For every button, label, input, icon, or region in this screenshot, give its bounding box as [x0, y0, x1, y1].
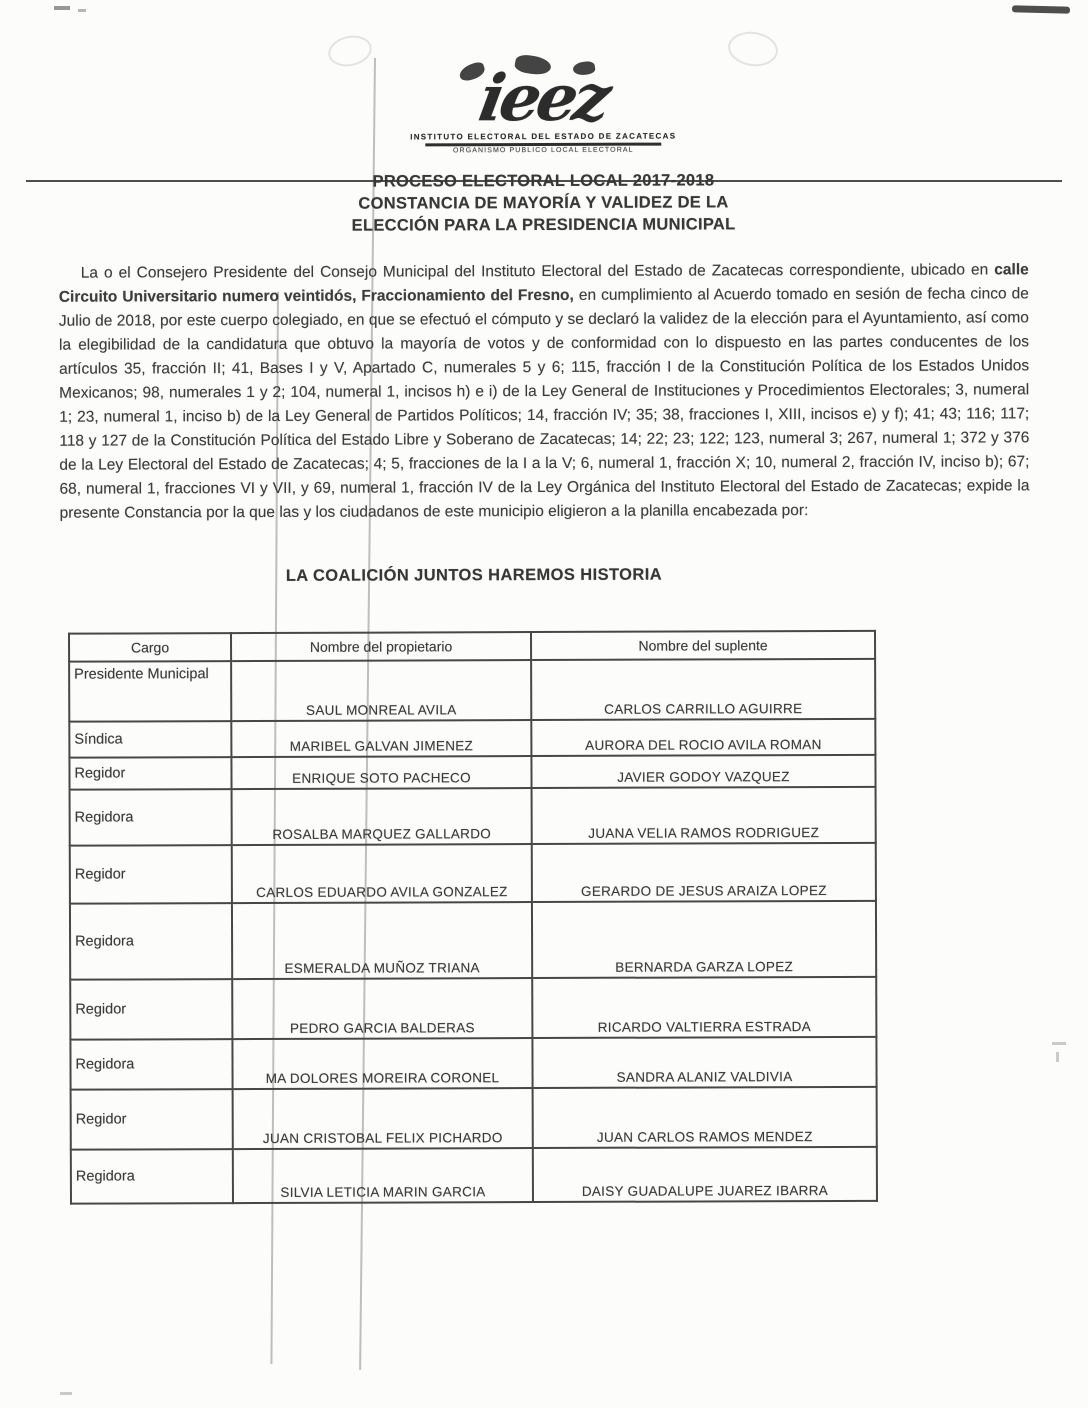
logo-caption-institute: INSTITUTO ELECTORAL DEL ESTADO DE ZACATECAS — [410, 131, 677, 142]
title-constancia: CONSTANCIA DE MAYORÍA Y VALIDEZ DE LA — [358, 192, 729, 213]
title-process: PROCESO ELECTORAL LOCAL 2017-2018 — [372, 170, 715, 191]
cargo-cell: Presidente Municipal — [69, 661, 231, 722]
table-row — [69, 718, 875, 757]
scan-artifact-dash — [1056, 1052, 1059, 1062]
cargo-cell: Regidor — [70, 845, 232, 904]
results-table — [68, 629, 878, 1204]
title-eleccion: ELECCIÓN PARA LA PRESIDENCIA MUNICIPAL — [351, 214, 736, 235]
propietario-cell: CARLOS EDUARDO AVILA GONZALEZ — [232, 844, 532, 903]
propietario-cell: SAUL MONREAL AVILA — [231, 660, 531, 721]
table-row — [71, 1146, 877, 1203]
logo-wordmark: ieez — [473, 60, 613, 137]
propietario-cell: ENRIQUE SOTO PACHECO — [231, 756, 531, 789]
table-row — [70, 786, 876, 845]
suplente-cell: JAVIER GODOY VAZQUEZ — [531, 754, 875, 787]
table-row — [69, 754, 875, 789]
table-header-row — [69, 630, 875, 661]
column-header-cargo: Cargo — [69, 633, 231, 662]
table-row — [70, 976, 876, 1039]
document-content — [58, 60, 1032, 1204]
cargo-cell: Regidor — [70, 979, 232, 1040]
suplente-cell: JUAN CARLOS RAMOS MENDEZ — [533, 1086, 877, 1147]
suplente-cell: CARLOS CARRILLO AGUIRRE — [531, 658, 875, 719]
propietario-cell: JUAN CRISTOBAL FELIX PICHARDO — [233, 1088, 533, 1149]
propietario-cell: ROSALBA MARQUEZ GALLARDO — [232, 788, 532, 845]
column-header-suplente: Nombre del suplente — [531, 630, 875, 659]
suplente-cell: RICARDO VALTIERRA ESTRADA — [532, 976, 876, 1037]
scan-artifact-dash — [1052, 1042, 1066, 1045]
suplente-cell: SANDRA ALANIZ VALDIVIA — [532, 1036, 876, 1087]
body-text-address-bold: calle Circuito Universitario numero veintidós, Fraccionamiento del Fresno, — [58, 260, 1029, 306]
scan-artifact-dash — [54, 6, 70, 10]
document-title-block — [58, 168, 1028, 237]
propietario-cell: ESMERALDA MUÑOZ TRIANA — [232, 902, 532, 979]
suplente-cell: BERNARDA GARZA LOPEZ — [532, 900, 876, 977]
scan-artifact-dash — [78, 9, 86, 12]
body-text-pre: La o el Consejero Presidente del Consejo Municipal del Instituto Electoral del Estado de Zacatecas correspondiente, ubicado en — [80, 260, 995, 282]
propietario-cell: SILVIA LETICIA MARIN GARCIA — [233, 1148, 533, 1203]
suplente-cell: JUANA VELIA RAMOS RODRIGUEZ — [532, 786, 876, 843]
column-header-propietario: Nombre del propietario — [231, 632, 531, 661]
cargo-cell: Regidor — [71, 1089, 233, 1150]
cargo-cell: Regidora — [70, 1039, 232, 1090]
cargo-cell: Síndica — [69, 721, 231, 758]
coalition-title: LA COALICIÓN JUNTOS HAREMOS HISTORIA — [285, 565, 663, 585]
table-row — [70, 900, 876, 979]
suplente-cell: AURORA DEL ROCIO AVILA ROMAN — [531, 718, 875, 755]
table-row — [71, 1086, 877, 1149]
table-row — [70, 842, 876, 903]
propietario-cell: PEDRO GARCIA BALDERAS — [232, 978, 532, 1039]
cargo-cell: Regidora — [70, 789, 232, 846]
scan-artifact-corner-mark — [1012, 5, 1070, 14]
cargo-cell: Regidor — [69, 757, 231, 790]
suplente-cell: GERARDO DE JESUS ARAIZA LOPEZ — [532, 842, 876, 901]
propietario-cell: MA DOLORES MOREIRA CORONEL — [232, 1038, 532, 1089]
cargo-cell: Regidora — [70, 903, 232, 980]
body-paragraph — [59, 258, 1030, 525]
table-row — [70, 1036, 876, 1089]
propietario-cell: MARIBEL GALVAN JIMENEZ — [231, 720, 531, 757]
body-text-post: en cumplimiento al Acuerdo tomado en sesión de fecha cinco de Julio de 2018, por este cuerpo colegiado, en que se efectuó el cómputo y se declaró la validez de la elección para el Ayuntamiento, así como la elegibilidad de la candidatura que obtuvo la mayoría de votos y de conformidad con lo dispuesto en las partes conducentes de los artículos 35, fracción II; 41, Bases I y V, Apartado C, numerales 5 y 6; 115, fracción I de la Constitución Política de los Estados Unidos Mexicanos; 98, numerales 1 y 2; 104, numeral 1, incisos h) e i) de la Ley General de Instituciones y Procedimientos Electorales; 3, numeral 1; 23, numeral 1, inciso b) de la Ley General de Partidos Políticos; 14, fracción IV; 35; 38, fracciones I, XIII, incisos e) y f); 41; 43; 116; 117; 118 y 127 de la Constitución Política del Estado Libre y Soberano de Zacatecas; 14; 22; 23; 122; 123, numeral 3; 267, numeral 1; 372 y 376 de la Ley Electoral del Estado de Zacatecas; 4; 5, fracciones de la I a la V; 6, numeral 1, fracción X; 10, numeral 2, fracción IV, inciso b); 67; 68, numeral 1, fracciones VI y VII, y 69, numeral 1, fracción IV de la Ley Orgánica del Instituto Electoral del Estado de Zacatecas; expide la presente Constancia por la que las y los ciudadanos de este municipio eligieron a la planilla encabezada por: — [58, 284, 1030, 522]
scan-artifact-dash — [60, 1392, 72, 1395]
ieez-logo — [403, 60, 683, 154]
suplente-cell: DAISY GUADALUPE JUAREZ IBARRA — [533, 1146, 877, 1201]
table-row — [69, 658, 875, 721]
logo-caption-organismo: ORGANISMO PUBLICO LOCAL ELECTORAL — [452, 146, 634, 154]
cargo-cell: Regidora — [71, 1149, 233, 1204]
